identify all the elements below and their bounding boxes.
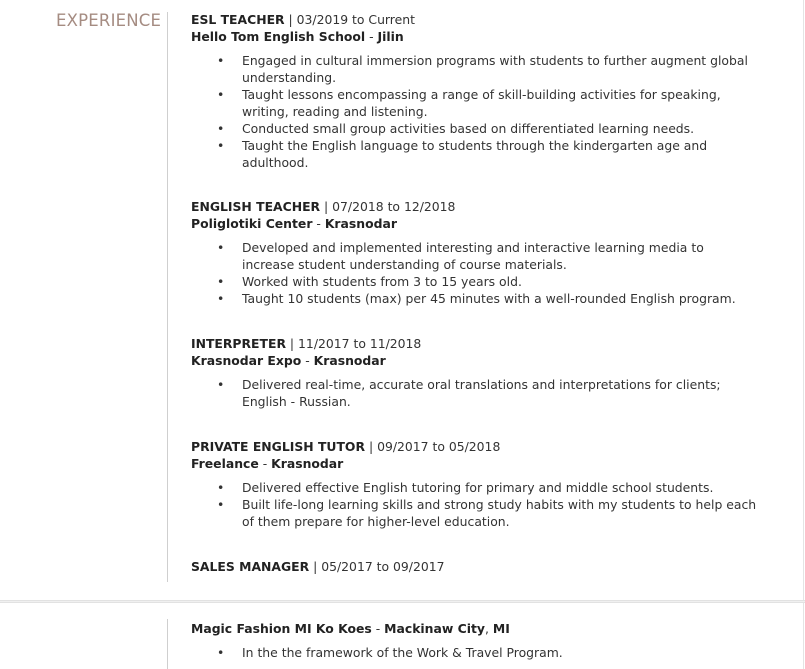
- list-item: [191, 376, 757, 410]
- job-entry: [191, 558, 445, 575]
- bullet-text: Engaged in cultural immersion programs with students to further augment global understanding.: [242, 53, 748, 85]
- job-bullets: [191, 376, 757, 410]
- job-employer-line: [191, 215, 757, 232]
- job-bullets: [191, 52, 757, 171]
- job-dates: 11/2017 to 11/2018: [298, 336, 422, 351]
- bullet-icon: •: [217, 291, 225, 306]
- job-bullets: [191, 644, 757, 661]
- job-location: Krasnodar: [271, 456, 344, 471]
- section-divider: [167, 12, 168, 582]
- job-entry: [191, 11, 757, 171]
- bullet-text: Conducted small group activities based on differentiated learning needs.: [242, 121, 695, 136]
- job-bullets: [191, 479, 757, 530]
- section-divider-continued: [167, 619, 168, 669]
- dash: -: [301, 353, 314, 368]
- job-state: MI: [492, 621, 510, 636]
- job-entry: [191, 335, 757, 410]
- bullet-text: Taught the English language to students through the kindergarten age and adulthood.: [242, 138, 708, 170]
- job-bullets: [191, 239, 757, 307]
- page-break: [0, 600, 805, 603]
- job-location: Jilin: [377, 29, 404, 44]
- list-item: [191, 479, 757, 496]
- bullet-text: In the the framework of the Work & Travel Program.: [242, 645, 563, 660]
- bullet-text: Delivered real-time, accurate oral translations and interpretations for clients; English - Russian.: [242, 377, 721, 409]
- list-item: [191, 52, 757, 86]
- bullet-icon: •: [217, 645, 225, 660]
- job-dates: 03/2019 to Current: [296, 12, 415, 27]
- bullet-icon: •: [217, 138, 225, 153]
- job-title: ENGLISH TEACHER: [191, 199, 321, 214]
- dash: -: [258, 456, 272, 471]
- list-item: [191, 496, 757, 530]
- bullet-icon: •: [217, 480, 225, 495]
- bullet-icon: •: [217, 87, 225, 102]
- employer-name: Poliglotiki Center: [191, 216, 313, 231]
- job-dates: 07/2018 to 12/2018: [332, 199, 456, 214]
- list-item: [191, 273, 757, 290]
- job-entry-continued: [191, 620, 757, 661]
- dash: -: [371, 621, 385, 636]
- separator: |: [285, 336, 299, 351]
- bullet-icon: •: [217, 377, 225, 392]
- job-title: SALES MANAGER: [191, 559, 310, 574]
- job-location: Krasnodar: [324, 216, 397, 231]
- employer-name: Magic Fashion MI Ko Koes: [191, 621, 372, 636]
- job-employer-line: [191, 352, 757, 369]
- job-header: [191, 198, 757, 215]
- list-item: [191, 239, 757, 273]
- job-employer-line: [191, 620, 757, 637]
- bullet-icon: •: [217, 240, 225, 255]
- job-dates: 09/2017 to 05/2018: [377, 439, 501, 454]
- bullet-icon: •: [217, 121, 225, 136]
- bullet-icon: •: [217, 274, 225, 289]
- job-dates: 05/2017 to 09/2017: [321, 559, 445, 574]
- bullet-text: Built life-long learning skills and strong study habits with my students to help each of them prepare for higher-level education.: [242, 497, 757, 529]
- separator: |: [309, 559, 322, 574]
- section-title: EXPERIENCE: [56, 11, 162, 30]
- job-employer-line: [191, 28, 757, 45]
- job-entry: [191, 198, 757, 307]
- job-entry: [191, 438, 757, 530]
- employer-name: Hello Tom English School: [191, 29, 366, 44]
- list-item: [191, 290, 757, 307]
- job-title: INTERPRETER: [191, 336, 286, 351]
- employer-name: Freelance: [191, 456, 259, 471]
- separator: |: [365, 439, 378, 454]
- list-item: [191, 86, 757, 120]
- job-title: PRIVATE ENGLISH TUTOR: [191, 439, 365, 454]
- job-header: [191, 558, 445, 575]
- bullet-text: Delivered effective English tutoring for primary and middle school students.: [242, 480, 714, 495]
- list-item: [191, 137, 757, 171]
- list-item: [191, 120, 757, 137]
- bullet-text: Developed and implemented interesting and interactive learning media to increase student understanding of course materials.: [242, 240, 704, 272]
- job-title: ESL TEACHER: [191, 12, 285, 27]
- list-item: [191, 644, 757, 661]
- job-employer-line: [191, 455, 757, 472]
- dash: -: [312, 216, 325, 231]
- bullet-icon: •: [217, 497, 225, 512]
- bullet-text: Taught 10 students (max) per 45 minutes with a well-rounded English program.: [242, 291, 736, 306]
- page-edge: [803, 0, 804, 669]
- separator: |: [320, 199, 333, 214]
- job-location: Krasnodar: [313, 353, 386, 368]
- bullet-icon: •: [217, 53, 225, 68]
- dash: -: [365, 29, 378, 44]
- job-city: Mackinaw City: [384, 621, 485, 636]
- employer-name: Krasnodar Expo: [191, 353, 302, 368]
- separator: |: [284, 12, 297, 27]
- job-header: [191, 11, 757, 28]
- bullet-text: Worked with students from 3 to 15 years old.: [242, 274, 522, 289]
- job-header: [191, 438, 757, 455]
- comma: ,: [484, 621, 493, 636]
- job-header: [191, 335, 757, 352]
- bullet-text: Taught lessons encompassing a range of skill-building activities for speaking, writing, reading and listening.: [242, 87, 721, 119]
